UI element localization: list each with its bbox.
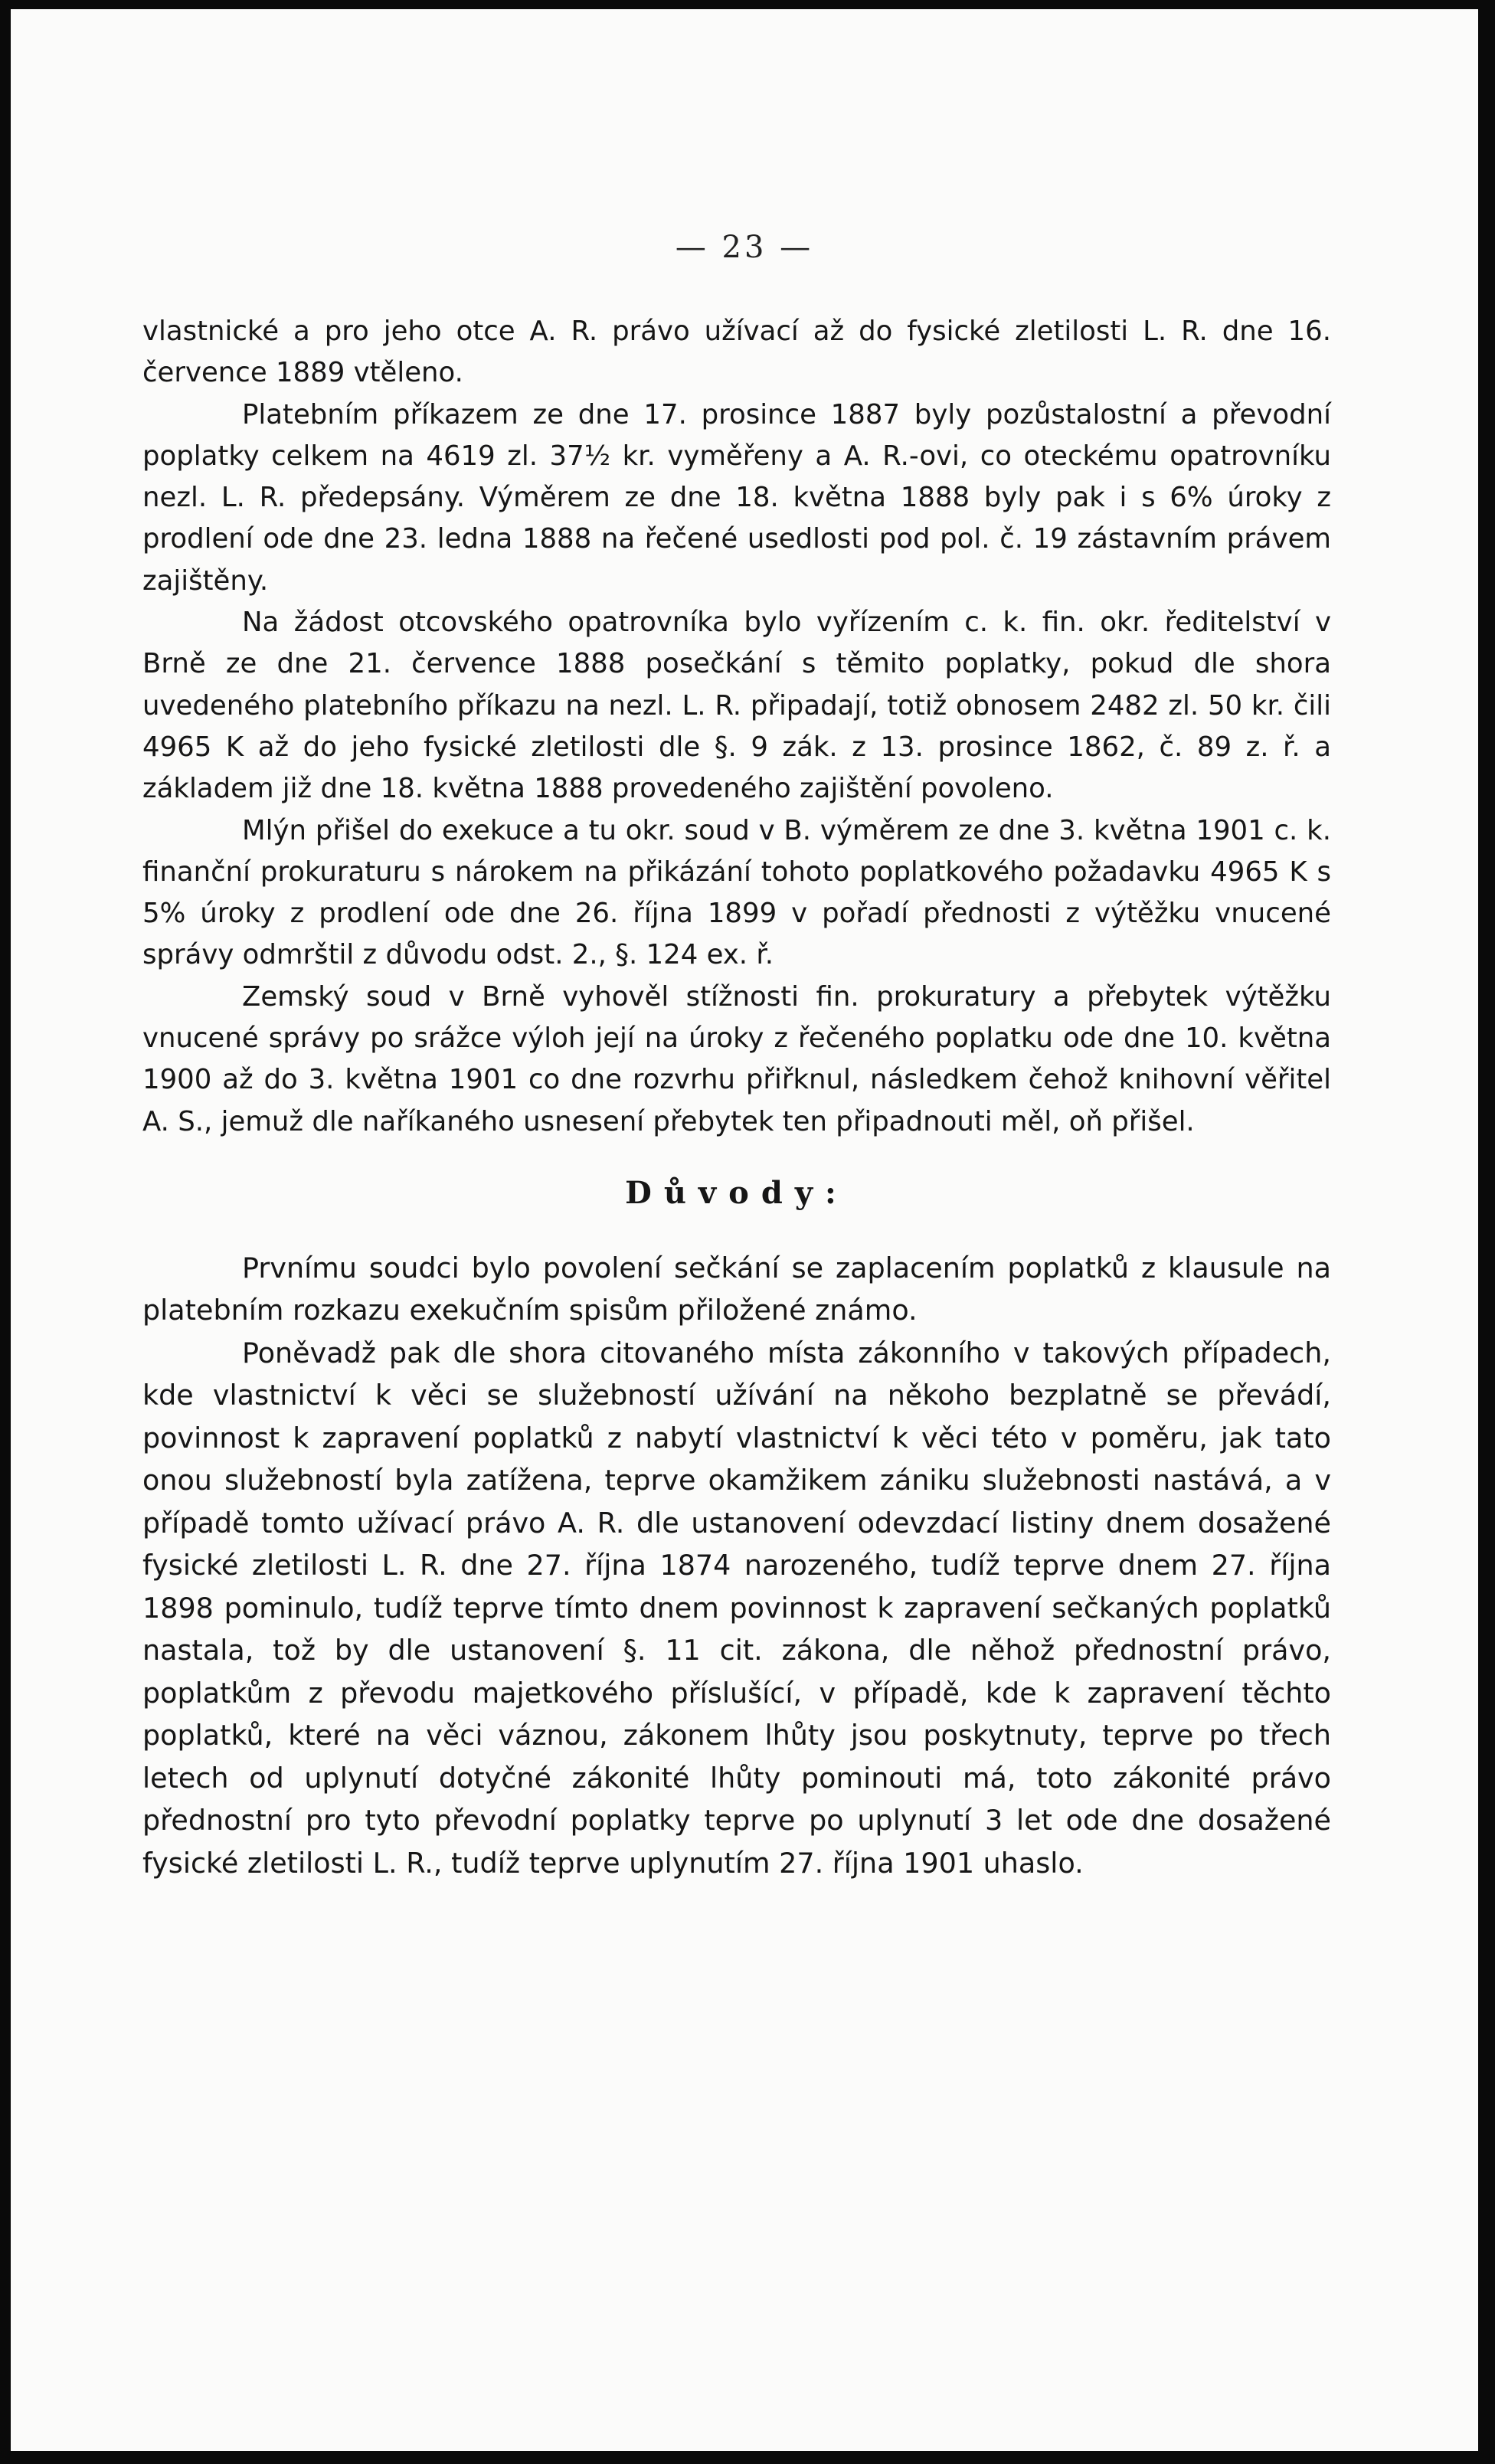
paragraph: Mlýn přišel do exekuce a tu okr. soud v B. výměrem ze dne 3. května 1901 c. k. finanční prokuraturu s nárokem na přikázání tohoto poplatkového požadavku 4965 K s 5% úroky z prodlení ode dne 26. října 1899 v pořadí přednosti z výtěžku vnucené správy odmrštil z důvodu odst. 2., §. 124 ex. ř. bbox=[142, 814, 1331, 971]
document-page bbox=[11, 9, 1478, 2451]
paragraph: Na žádost otcovského opatrovníka bylo vyřízením c. k. fin. okr. ředitelství v Brně ze dne 21. července 1888 posečkání s těmito poplatky, pokud dle shora uvedeného platebního příkazu na nezl. L. R. připadají, totiž obnosem 2482 zl. 50 kr. čili 4965 K až do jeho fysické zletilosti dle §. 9 zák. z 13. prosince 1862, č. 89 z. ř. a základem již dne 18. května 1888 provedeného zajištění povoleno. bbox=[142, 607, 1331, 805]
paragraph: vlastnické a pro jeho otce A. R. právo užívací až do fysické zletilosti L. R. dne 16. července 1889 vtěleno. bbox=[142, 316, 1331, 389]
section-heading: Důvody: bbox=[625, 1174, 849, 1211]
page-number: — 23 — bbox=[675, 230, 814, 265]
paragraph: Poněvadž pak dle shora citovaného místa zákonního v takových případech, kde vlastnictví k věci se služebností užívání na někoho bezplatně se převádí, povinnost k zapravení poplatků z nabytí vlastnictví k věci této v poměru, jak tato onou služebností byla zatížena, teprve okamžikem zániku služebnosti nastává, a v případě tomto užívací právo A. R. dle ustanovení odevzdací listiny dnem dosažené fysické zletilosti L. R. dne 27. října 1874 narozeného, tudíž teprve dnem 27. října 1898 pominulo, tudíž teprve tímto dnem povinnost k zapravení sečkaných poplatků nastala, tož by dle ustanovení §. 11 cit. zákona, dle něhož přednostní právo, poplatkům z převodu majetkového příslušící, v případě, kde k zapravení těchto poplatků, které na věci váznou, zákonem lhůty jsou poskytnuty, teprve po třech letech od uplynutí dotyčné zákonité lhůty pominouti má, toto zákonité právo přednostní pro tyto převodní poplatky teprve po uplynutí 3 let ode dne dosažené fysické zletilosti L. R., tudíž teprve uplynutím 27. října 1901 uhaslo. bbox=[142, 1336, 1331, 1880]
body-text bbox=[142, 311, 1331, 1884]
paragraph: Platebním příkazem ze dne 17. prosince 1887 byly pozůstalostní a převodní poplatky celkem na 4619 zl. 37½ kr. vyměřeny a A. R.-ovi, co oteckému opatrovníku nezl. L. R. předepsány. Výměrem ze dne 18. května 1888 byly pak i s 6% úroky z prodlení ode dne 23. ledna 1888 na řečené usedlosti pod pol. č. 19 zástavním právem zajištěny. bbox=[142, 398, 1331, 597]
paragraph: Zemský soud v Brně vyhověl stížnosti fin. prokuratury a přebytek výtěžku vnucené správy po srážce výloh její na úroky z řečeného poplatku ode dne 10. května 1900 až do 3. května 1901 co dne rozvrhu přiřknul, následkem čehož knihovní věřitel A. S., jemuž dle naříkaného usnesení přebytek ten připadnouti měl, oň přišel. bbox=[142, 980, 1331, 1137]
paragraph: Prvnímu soudci bylo povolení sečkání se zaplacením poplatků z klausule na platebním rozkazu exekučním spisům přiložené známo. bbox=[142, 1251, 1331, 1327]
reasons-section bbox=[142, 1247, 1331, 1885]
